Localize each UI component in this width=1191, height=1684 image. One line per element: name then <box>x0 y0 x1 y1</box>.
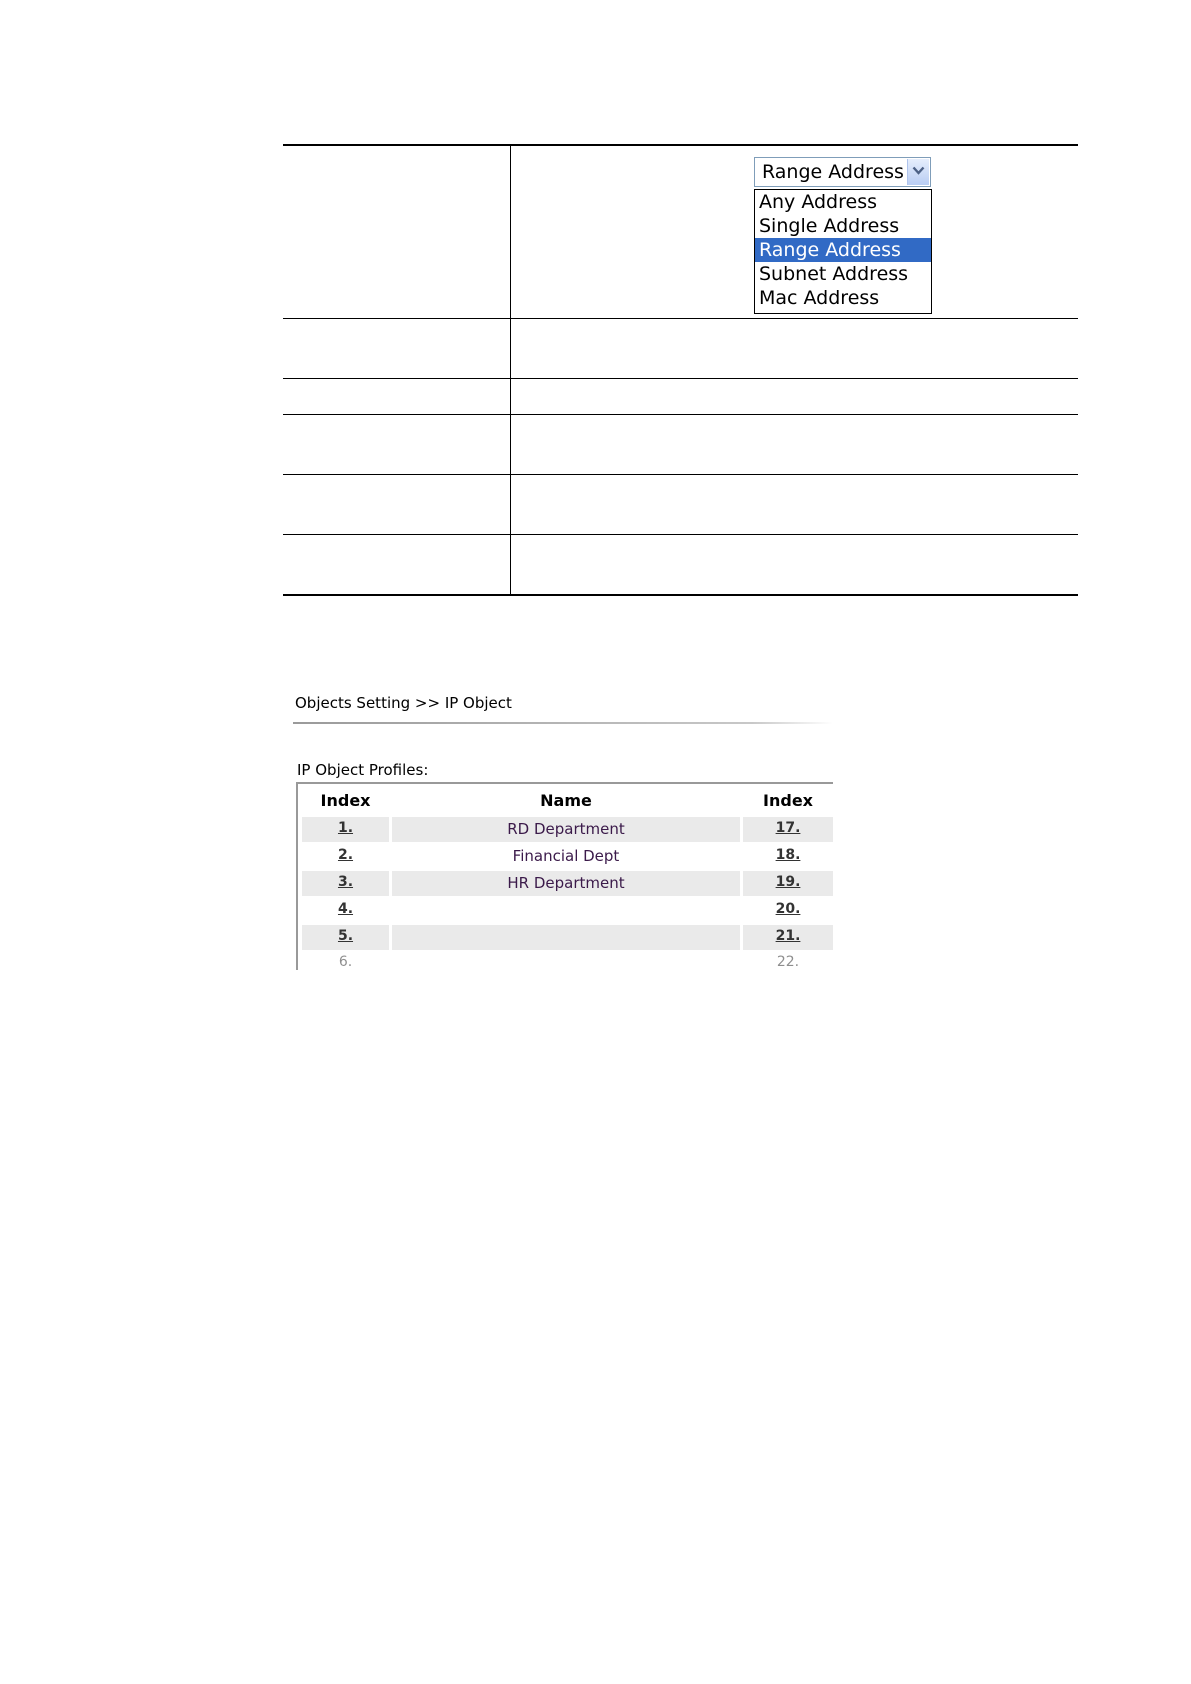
row-value-cell <box>511 535 1078 594</box>
definition-row <box>283 378 1078 414</box>
option-any-address[interactable]: Any Address <box>759 191 877 213</box>
name-cell <box>392 951 740 970</box>
option-subnet-address[interactable]: Subnet Address <box>759 263 909 285</box>
breadcrumb-divider <box>293 722 833 724</box>
definition-row <box>283 414 1078 474</box>
ip-object-screenshot <box>293 685 833 970</box>
definition-row <box>283 474 1078 534</box>
definition-row <box>283 318 1078 378</box>
name-cell <box>392 925 740 950</box>
profile-name: RD Department <box>507 820 625 838</box>
column-header-name: Name <box>540 791 592 810</box>
row-value-cell <box>511 379 1078 414</box>
table-row <box>298 950 833 970</box>
row-value-cell <box>511 475 1078 534</box>
ip-object-profiles-table <box>296 782 833 970</box>
row-value-cell <box>511 319 1078 378</box>
row-value-cell <box>511 415 1078 474</box>
profile-index-link[interactable]: 17. <box>775 820 801 836</box>
index-cell <box>302 951 389 970</box>
index-cell <box>302 925 389 950</box>
row-label-cell <box>283 319 511 378</box>
table-row <box>298 897 833 924</box>
row-label-cell <box>283 475 511 534</box>
column-header-index: Index <box>320 791 371 810</box>
index-cell <box>743 817 833 842</box>
profile-index-link[interactable]: 3. <box>337 874 354 890</box>
row-value-cell <box>511 146 1078 318</box>
definition-row <box>283 534 1078 594</box>
profile-index-link[interactable]: 19. <box>775 874 801 890</box>
chevron-down-icon[interactable] <box>907 159 929 185</box>
row-label-cell <box>283 415 511 474</box>
profile-name: Financial Dept <box>512 847 620 865</box>
option-mac-address[interactable]: Mac Address <box>759 287 880 309</box>
name-cell <box>392 898 740 923</box>
profiles-section-title: IP Object Profiles: <box>297 761 429 779</box>
profile-index-link[interactable]: 21. <box>775 928 801 944</box>
name-cell <box>392 844 740 869</box>
profile-index-link[interactable]: 6. <box>338 954 353 970</box>
breadcrumb: Objects Setting >> IP Object <box>295 694 512 712</box>
table-row <box>298 843 833 870</box>
profile-index-link[interactable]: 20. <box>775 901 801 917</box>
index-cell <box>743 951 833 970</box>
row-label-cell <box>283 146 511 318</box>
row-label-cell <box>283 535 511 594</box>
index-cell <box>743 844 833 869</box>
address-type-select[interactable] <box>754 157 931 187</box>
table-row <box>298 816 833 843</box>
profile-index-link[interactable]: 5. <box>337 928 354 944</box>
index-cell <box>743 898 833 923</box>
row-label-cell <box>283 379 511 414</box>
address-type-selected-value: Range Address <box>762 161 904 183</box>
index-cell <box>302 844 389 869</box>
table-row <box>298 924 833 951</box>
index-cell <box>302 898 389 923</box>
table-row <box>298 870 833 897</box>
column-header-index-2: Index <box>763 791 813 810</box>
profile-index-link[interactable]: 4. <box>337 901 354 917</box>
name-cell <box>392 871 740 896</box>
profile-index-link[interactable]: 2. <box>337 847 354 863</box>
profile-index-link[interactable]: 22. <box>776 954 800 970</box>
option-single-address[interactable]: Single Address <box>759 215 900 237</box>
address-type-row <box>283 146 1078 318</box>
definition-table <box>283 144 1078 596</box>
profile-index-link[interactable]: 18. <box>775 847 801 863</box>
index-cell <box>743 925 833 950</box>
option-range-address[interactable]: Range Address <box>755 238 931 262</box>
profile-index-link[interactable]: 1. <box>337 820 354 836</box>
profile-name: HR Department <box>507 874 625 892</box>
index-cell <box>743 871 833 896</box>
index-cell <box>302 817 389 842</box>
name-cell <box>392 817 740 842</box>
address-type-dropdown-list <box>754 189 932 314</box>
index-cell <box>302 871 389 896</box>
